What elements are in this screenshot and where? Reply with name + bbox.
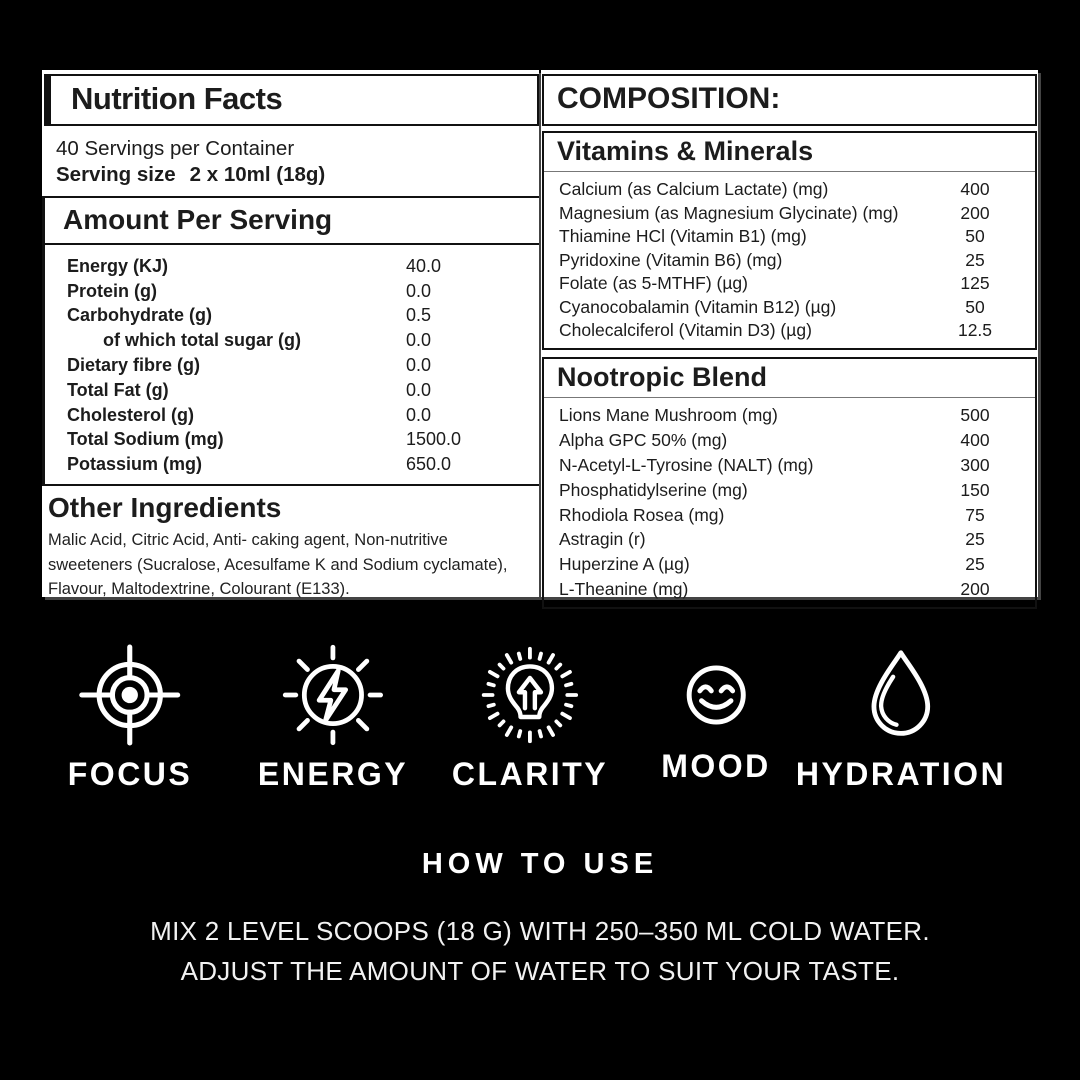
composition-panel (541, 70, 1038, 597)
nutrient-label: Total Fat (g) (67, 379, 169, 400)
ingredient-label: L-Theanine (mg) (559, 578, 689, 599)
table-row (544, 178, 1035, 202)
nutrient-value: 0.0 (406, 404, 432, 425)
how-to-use-line1: MIX 2 LEVEL SCOOPS (18 G) WITH 250–350 ML COLD WATER. (150, 916, 930, 946)
servings-per-container: 40 Servings per Container (56, 137, 295, 160)
nootropic-blend-section (542, 357, 1037, 609)
ingredient-value: 400 (960, 179, 990, 200)
how-to-use-line2: ADJUST THE AMOUNT OF WATER TO SUIT YOUR TASTE. (180, 956, 900, 986)
nootropic-blend-header: Nootropic Blend (544, 359, 1035, 398)
vitamins-minerals-section (542, 131, 1037, 350)
ingredient-value: 500 (960, 405, 990, 426)
table-row (45, 304, 539, 329)
table-row (544, 552, 1035, 577)
ingredient-label: Calcium (as Calcium Lactate) (mg) (559, 179, 829, 200)
amount-per-serving-table (42, 198, 539, 486)
nutrient-label: Cholesterol (g) (67, 404, 195, 425)
table-row (45, 403, 539, 428)
table-row (544, 577, 1035, 602)
ingredient-label: Folate (as 5-MTHF) (µg) (559, 273, 748, 294)
hydration-drop-icon (796, 638, 1006, 752)
table-row (544, 478, 1035, 503)
how-to-use-title: HOW TO USE (421, 848, 659, 880)
nutrient-value: 40.0 (406, 255, 442, 276)
table-row (544, 527, 1035, 552)
benefit-energy (258, 638, 408, 793)
ingredient-label: Alpha GPC 50% (mg) (559, 430, 728, 451)
ingredient-value: 300 (960, 454, 990, 475)
energy-bolt-icon (258, 638, 408, 752)
ingredient-value: 25 (965, 249, 985, 270)
ingredient-value: 12.5 (957, 320, 993, 341)
nutrition-facts-title: Nutrition Facts (71, 81, 283, 116)
how-to-use-section (0, 848, 1080, 991)
ingredient-value: 75 (965, 504, 985, 525)
nutrient-label: Total Sodium (mg) (67, 429, 224, 450)
ingredient-label: Magnesium (as Magnesium Glycinate) (mg) (559, 202, 899, 223)
benefit-label: FOCUS (67, 756, 193, 792)
composition-title: COMPOSITION: (557, 82, 781, 115)
benefit-hydration (796, 638, 1006, 793)
table-row (544, 296, 1035, 320)
serving-size-line (56, 162, 539, 188)
nutrient-value: 650.0 (406, 454, 452, 475)
nutrient-label: Carbohydrate (g) (67, 305, 213, 326)
ingredient-value: 25 (965, 529, 985, 550)
ingredient-label: Pyridoxine (Vitamin B6) (mg) (559, 249, 783, 270)
nootropic-blend-rows (544, 398, 1035, 607)
ingredient-value: 150 (960, 479, 990, 500)
benefit-label: MOOD (661, 748, 771, 784)
clarity-bulb-icon (452, 638, 608, 752)
nutrient-label: of which total sugar (g) (103, 330, 301, 351)
serving-size-value: 2 x 10ml (18g) (189, 163, 326, 186)
table-row (544, 404, 1035, 429)
benefit-label: ENERGY (257, 756, 409, 792)
nutrient-value: 0.0 (406, 330, 432, 351)
ingredient-label: N-Acetyl-L-Tyrosine (NALT) (mg) (559, 454, 814, 475)
table-row (45, 452, 539, 477)
ingredient-label: Cyanocobalamin (Vitamin B12) (µg) (559, 296, 837, 317)
amount-per-serving-header: Amount Per Serving (45, 198, 539, 245)
ingredient-value: 200 (960, 578, 990, 599)
table-row (45, 428, 539, 453)
nutrition-facts-panel (42, 70, 539, 597)
benefit-mood (661, 638, 771, 785)
other-ingredients-section (42, 486, 539, 602)
nutrient-value: 0.0 (406, 280, 432, 301)
nutrient-label: Protein (g) (67, 280, 157, 301)
vitamins-minerals-header: Vitamins & Minerals (544, 133, 1035, 172)
nutrient-label: Potassium (mg) (67, 454, 203, 475)
benefit-label: HYDRATION (795, 756, 1007, 792)
ingredient-value: 50 (965, 296, 985, 317)
nutrient-value: 1500.0 (406, 429, 462, 450)
serving-size-label: Serving size (56, 163, 176, 186)
other-ingredients-text: Malic Acid, Citric Acid, Anti- caking agent, Non-nutritive sweeteners (Sucralose, Acesulfame K and Sodium cyclamate), Flavour, Maltodextrine, Colourant (E133). (48, 531, 508, 599)
table-row (544, 202, 1035, 226)
nutrition-rows (45, 245, 539, 484)
table-row (544, 272, 1035, 296)
table-row (45, 279, 539, 304)
mood-smiley-icon (661, 638, 771, 752)
ingredient-label: Cholecalciferol (Vitamin D3) (µg) (559, 320, 812, 341)
table-row (45, 353, 539, 378)
table-row (544, 503, 1035, 528)
focus-target-icon (68, 638, 193, 752)
nutrient-label: Energy (KJ) (67, 255, 169, 276)
ingredient-label: Lions Mane Mushroom (mg) (559, 405, 778, 426)
table-row (544, 319, 1035, 343)
table-row (544, 453, 1035, 478)
ingredient-label: Rhodiola Rosea (mg) (559, 504, 725, 525)
table-row (45, 328, 539, 353)
ingredient-value: 25 (965, 554, 985, 575)
nutrition-facts-title-box (44, 74, 539, 126)
ingredient-label: Astragin (r) (559, 529, 646, 550)
nutrient-value: 0.0 (406, 355, 432, 376)
table-row (544, 428, 1035, 453)
table-row (45, 254, 539, 279)
nutrient-label: Dietary fibre (g) (67, 355, 201, 376)
other-ingredients-title: Other Ingredients (48, 492, 282, 524)
ingredient-label: Thiamine HCl (Vitamin B1) (mg) (559, 226, 807, 247)
benefit-focus (68, 638, 193, 793)
ingredient-value: 200 (960, 202, 990, 223)
table-row (544, 225, 1035, 249)
ingredient-value: 50 (965, 226, 985, 247)
nutrient-value: 0.5 (406, 305, 432, 326)
ingredient-label: Huperzine A (µg) (559, 554, 690, 575)
ingredient-value: 400 (960, 430, 990, 451)
vitamins-minerals-rows (544, 172, 1035, 348)
nutrient-value: 0.0 (406, 379, 432, 400)
table-row (45, 378, 539, 403)
ingredient-label: Phosphatidylserine (mg) (559, 479, 748, 500)
benefit-label: CLARITY (451, 756, 609, 792)
benefit-clarity (452, 638, 608, 793)
composition-title-box (542, 74, 1037, 126)
servings-block (42, 126, 539, 198)
ingredient-value: 125 (960, 273, 990, 294)
table-row (544, 249, 1035, 273)
